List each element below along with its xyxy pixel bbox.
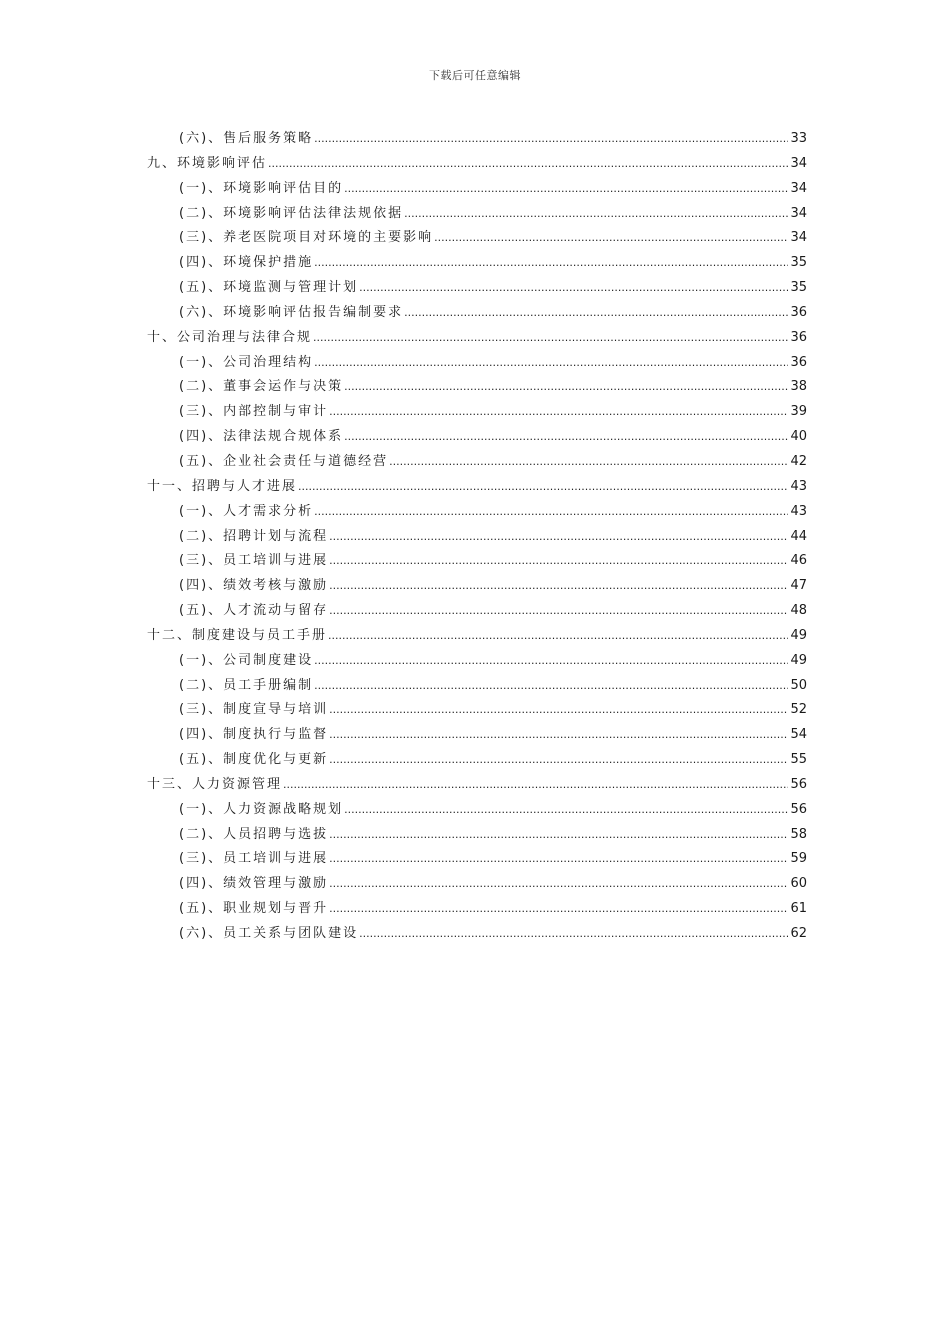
toc-dot-leader — [314, 654, 788, 667]
toc-section-entry[interactable] — [147, 375, 807, 400]
toc-page-number: 42 — [790, 453, 807, 469]
toc-entry-title: (一)、人才需求分析 — [179, 503, 314, 519]
toc-entry-title: (一)、人力资源战略规划 — [179, 801, 344, 817]
toc-page-number: 34 — [790, 180, 807, 196]
toc-entry-title: (六)、售后服务策略 — [179, 131, 314, 146]
toc-dot-leader — [329, 604, 788, 617]
toc-entry-title: (一)、公司治理结构 — [179, 354, 314, 370]
toc-dot-leader — [389, 455, 788, 468]
toc-page-number: 49 — [790, 652, 807, 668]
toc-dot-leader — [344, 803, 788, 816]
toc-dot-leader — [344, 182, 788, 195]
toc-dot-leader — [329, 703, 788, 716]
toc-dot-leader — [298, 480, 788, 493]
toc-section-entry[interactable] — [147, 226, 807, 251]
toc-section-entry[interactable] — [147, 276, 807, 301]
toc-section-entry[interactable] — [147, 872, 807, 897]
toc-page-number: 44 — [790, 528, 807, 544]
toc-page-number: 46 — [790, 553, 807, 569]
toc-entry-title: (二)、环境影响评估法律法规依据 — [179, 205, 404, 221]
toc-dot-leader — [404, 306, 788, 319]
toc-dot-leader — [268, 157, 788, 170]
toc-page-number: 54 — [790, 727, 807, 743]
toc-section-entry[interactable] — [147, 599, 807, 624]
toc-chapter-entry[interactable] — [147, 624, 807, 649]
toc-entry-title: (四)、环境保护措施 — [179, 255, 314, 271]
table-of-contents — [147, 127, 807, 947]
toc-chapter-entry[interactable] — [147, 152, 807, 177]
toc-page-number: 58 — [790, 826, 807, 842]
toc-section-entry[interactable] — [147, 202, 807, 227]
toc-section-entry[interactable] — [147, 798, 807, 823]
toc-entry-title: (五)、制度优化与更新 — [179, 752, 329, 768]
toc-section-entry[interactable] — [147, 723, 807, 748]
toc-entry-title: (二)、员工手册编制 — [179, 677, 314, 693]
toc-page-number: 56 — [790, 801, 807, 817]
toc-entry-title: (三)、内部控制与审计 — [179, 404, 329, 420]
toc-entry-title: (三)、员工培训与进展 — [179, 553, 329, 569]
toc-entry-title: (二)、招聘计划与流程 — [179, 528, 329, 544]
toc-entry-title: (五)、职业规划与晋升 — [179, 901, 329, 917]
toc-dot-leader — [329, 530, 788, 543]
toc-entry-title: (六)、员工关系与团队建设 — [179, 926, 359, 941]
toc-chapter-entry[interactable] — [147, 475, 807, 500]
toc-section-entry[interactable] — [147, 897, 807, 922]
toc-dot-leader — [344, 430, 788, 443]
toc-section-entry[interactable] — [147, 500, 807, 525]
toc-dot-leader — [314, 505, 788, 518]
toc-entry-title: (四)、法律法规合规体系 — [179, 429, 344, 445]
toc-page-number: 43 — [790, 503, 807, 519]
toc-section-entry[interactable] — [147, 351, 807, 376]
toc-dot-leader — [329, 877, 788, 890]
toc-dot-leader — [328, 629, 788, 642]
toc-page-number: 34 — [790, 205, 807, 221]
toc-dot-leader — [434, 231, 788, 244]
toc-entry-title: 十一、招聘与人才进展 — [147, 478, 298, 494]
toc-dot-leader — [314, 132, 788, 145]
toc-section-entry[interactable] — [147, 549, 807, 574]
toc-entry-title: (五)、企业社会责任与道德经营 — [179, 453, 389, 469]
toc-page-number: 34 — [790, 155, 807, 171]
toc-page-number: 56 — [790, 776, 807, 792]
toc-section-entry[interactable] — [147, 127, 807, 152]
toc-section-entry[interactable] — [147, 847, 807, 872]
toc-page-number: 33 — [790, 131, 807, 146]
toc-entry-title: 十二、制度建设与员工手册 — [147, 627, 328, 643]
toc-dot-leader — [283, 778, 788, 791]
toc-section-entry[interactable] — [147, 177, 807, 202]
toc-page-number: 36 — [790, 304, 807, 320]
toc-page-number: 38 — [790, 379, 807, 395]
toc-dot-leader — [329, 554, 788, 567]
toc-dot-leader — [314, 256, 788, 269]
toc-entry-title: (五)、人才流动与留存 — [179, 603, 329, 619]
toc-section-entry[interactable] — [147, 574, 807, 599]
toc-entry-title: (三)、养老医院项目对环境的主要影响 — [179, 230, 434, 246]
toc-section-entry[interactable] — [147, 748, 807, 773]
toc-page-number: 50 — [790, 677, 807, 693]
toc-page-number: 35 — [790, 280, 807, 296]
toc-dot-leader — [329, 405, 788, 418]
toc-page-number: 34 — [790, 230, 807, 246]
toc-dot-leader — [314, 679, 788, 692]
toc-section-entry[interactable] — [147, 425, 807, 450]
toc-section-entry[interactable] — [147, 823, 807, 848]
toc-dot-leader — [329, 852, 788, 865]
toc-entry-title: (二)、董事会运作与决策 — [179, 379, 344, 395]
toc-page-number: 59 — [790, 851, 807, 867]
toc-dot-leader — [329, 728, 788, 741]
toc-page-number: 55 — [790, 752, 807, 768]
toc-dot-leader — [314, 356, 788, 369]
toc-entry-title: (二)、人员招聘与选拔 — [179, 826, 329, 842]
toc-page-number: 49 — [790, 627, 807, 643]
toc-chapter-entry[interactable] — [147, 326, 807, 351]
toc-dot-leader — [359, 927, 788, 940]
toc-page-number: 39 — [790, 404, 807, 420]
toc-page-number: 60 — [790, 876, 807, 892]
toc-page-number: 52 — [790, 702, 807, 718]
toc-page-number: 40 — [790, 429, 807, 445]
toc-section-entry[interactable] — [147, 922, 807, 947]
toc-dot-leader — [344, 380, 788, 393]
toc-section-entry[interactable] — [147, 649, 807, 674]
toc-section-entry[interactable] — [147, 251, 807, 276]
toc-section-entry[interactable] — [147, 525, 807, 550]
toc-entry-title: 十、公司治理与法律合规 — [147, 329, 313, 345]
toc-dot-leader — [313, 331, 788, 344]
page-header: 下载后可任意编辑 — [429, 69, 521, 82]
toc-dot-leader — [404, 207, 788, 220]
toc-page-number: 43 — [790, 478, 807, 494]
toc-section-entry[interactable] — [147, 301, 807, 326]
toc-dot-leader — [329, 828, 788, 841]
toc-page-number: 62 — [790, 926, 807, 941]
toc-section-entry[interactable] — [147, 674, 807, 699]
toc-dot-leader — [359, 281, 788, 294]
toc-page-number: 36 — [790, 329, 807, 345]
toc-page-number: 35 — [790, 255, 807, 271]
toc-entry-title: (一)、环境影响评估目的 — [179, 180, 344, 196]
toc-entry-title: (六)、环境影响评估报告编制要求 — [179, 304, 404, 320]
toc-entry-title: (三)、制度宣导与培训 — [179, 702, 329, 718]
toc-dot-leader — [329, 902, 788, 915]
toc-chapter-entry[interactable] — [147, 773, 807, 798]
toc-entry-title: (四)、绩效管理与激励 — [179, 876, 329, 892]
toc-dot-leader — [329, 579, 788, 592]
toc-entry-title: (一)、公司制度建设 — [179, 652, 314, 668]
toc-entry-title: 九、环境影响评估 — [147, 155, 268, 171]
toc-entry-title: (四)、绩效考核与激励 — [179, 578, 329, 594]
toc-entry-title: (三)、员工培训与进展 — [179, 851, 329, 867]
toc-entry-title: (五)、环境监测与管理计划 — [179, 280, 359, 296]
toc-page-number: 36 — [790, 354, 807, 370]
toc-dot-leader — [329, 753, 788, 766]
toc-section-entry[interactable] — [147, 450, 807, 475]
toc-section-entry[interactable] — [147, 698, 807, 723]
toc-entry-title: (四)、制度执行与监督 — [179, 727, 329, 743]
toc-page-number: 48 — [790, 603, 807, 619]
toc-section-entry[interactable] — [147, 400, 807, 425]
toc-page-number: 61 — [790, 901, 807, 917]
toc-page-number: 47 — [790, 578, 807, 594]
toc-entry-title: 十三、人力资源管理 — [147, 776, 283, 792]
